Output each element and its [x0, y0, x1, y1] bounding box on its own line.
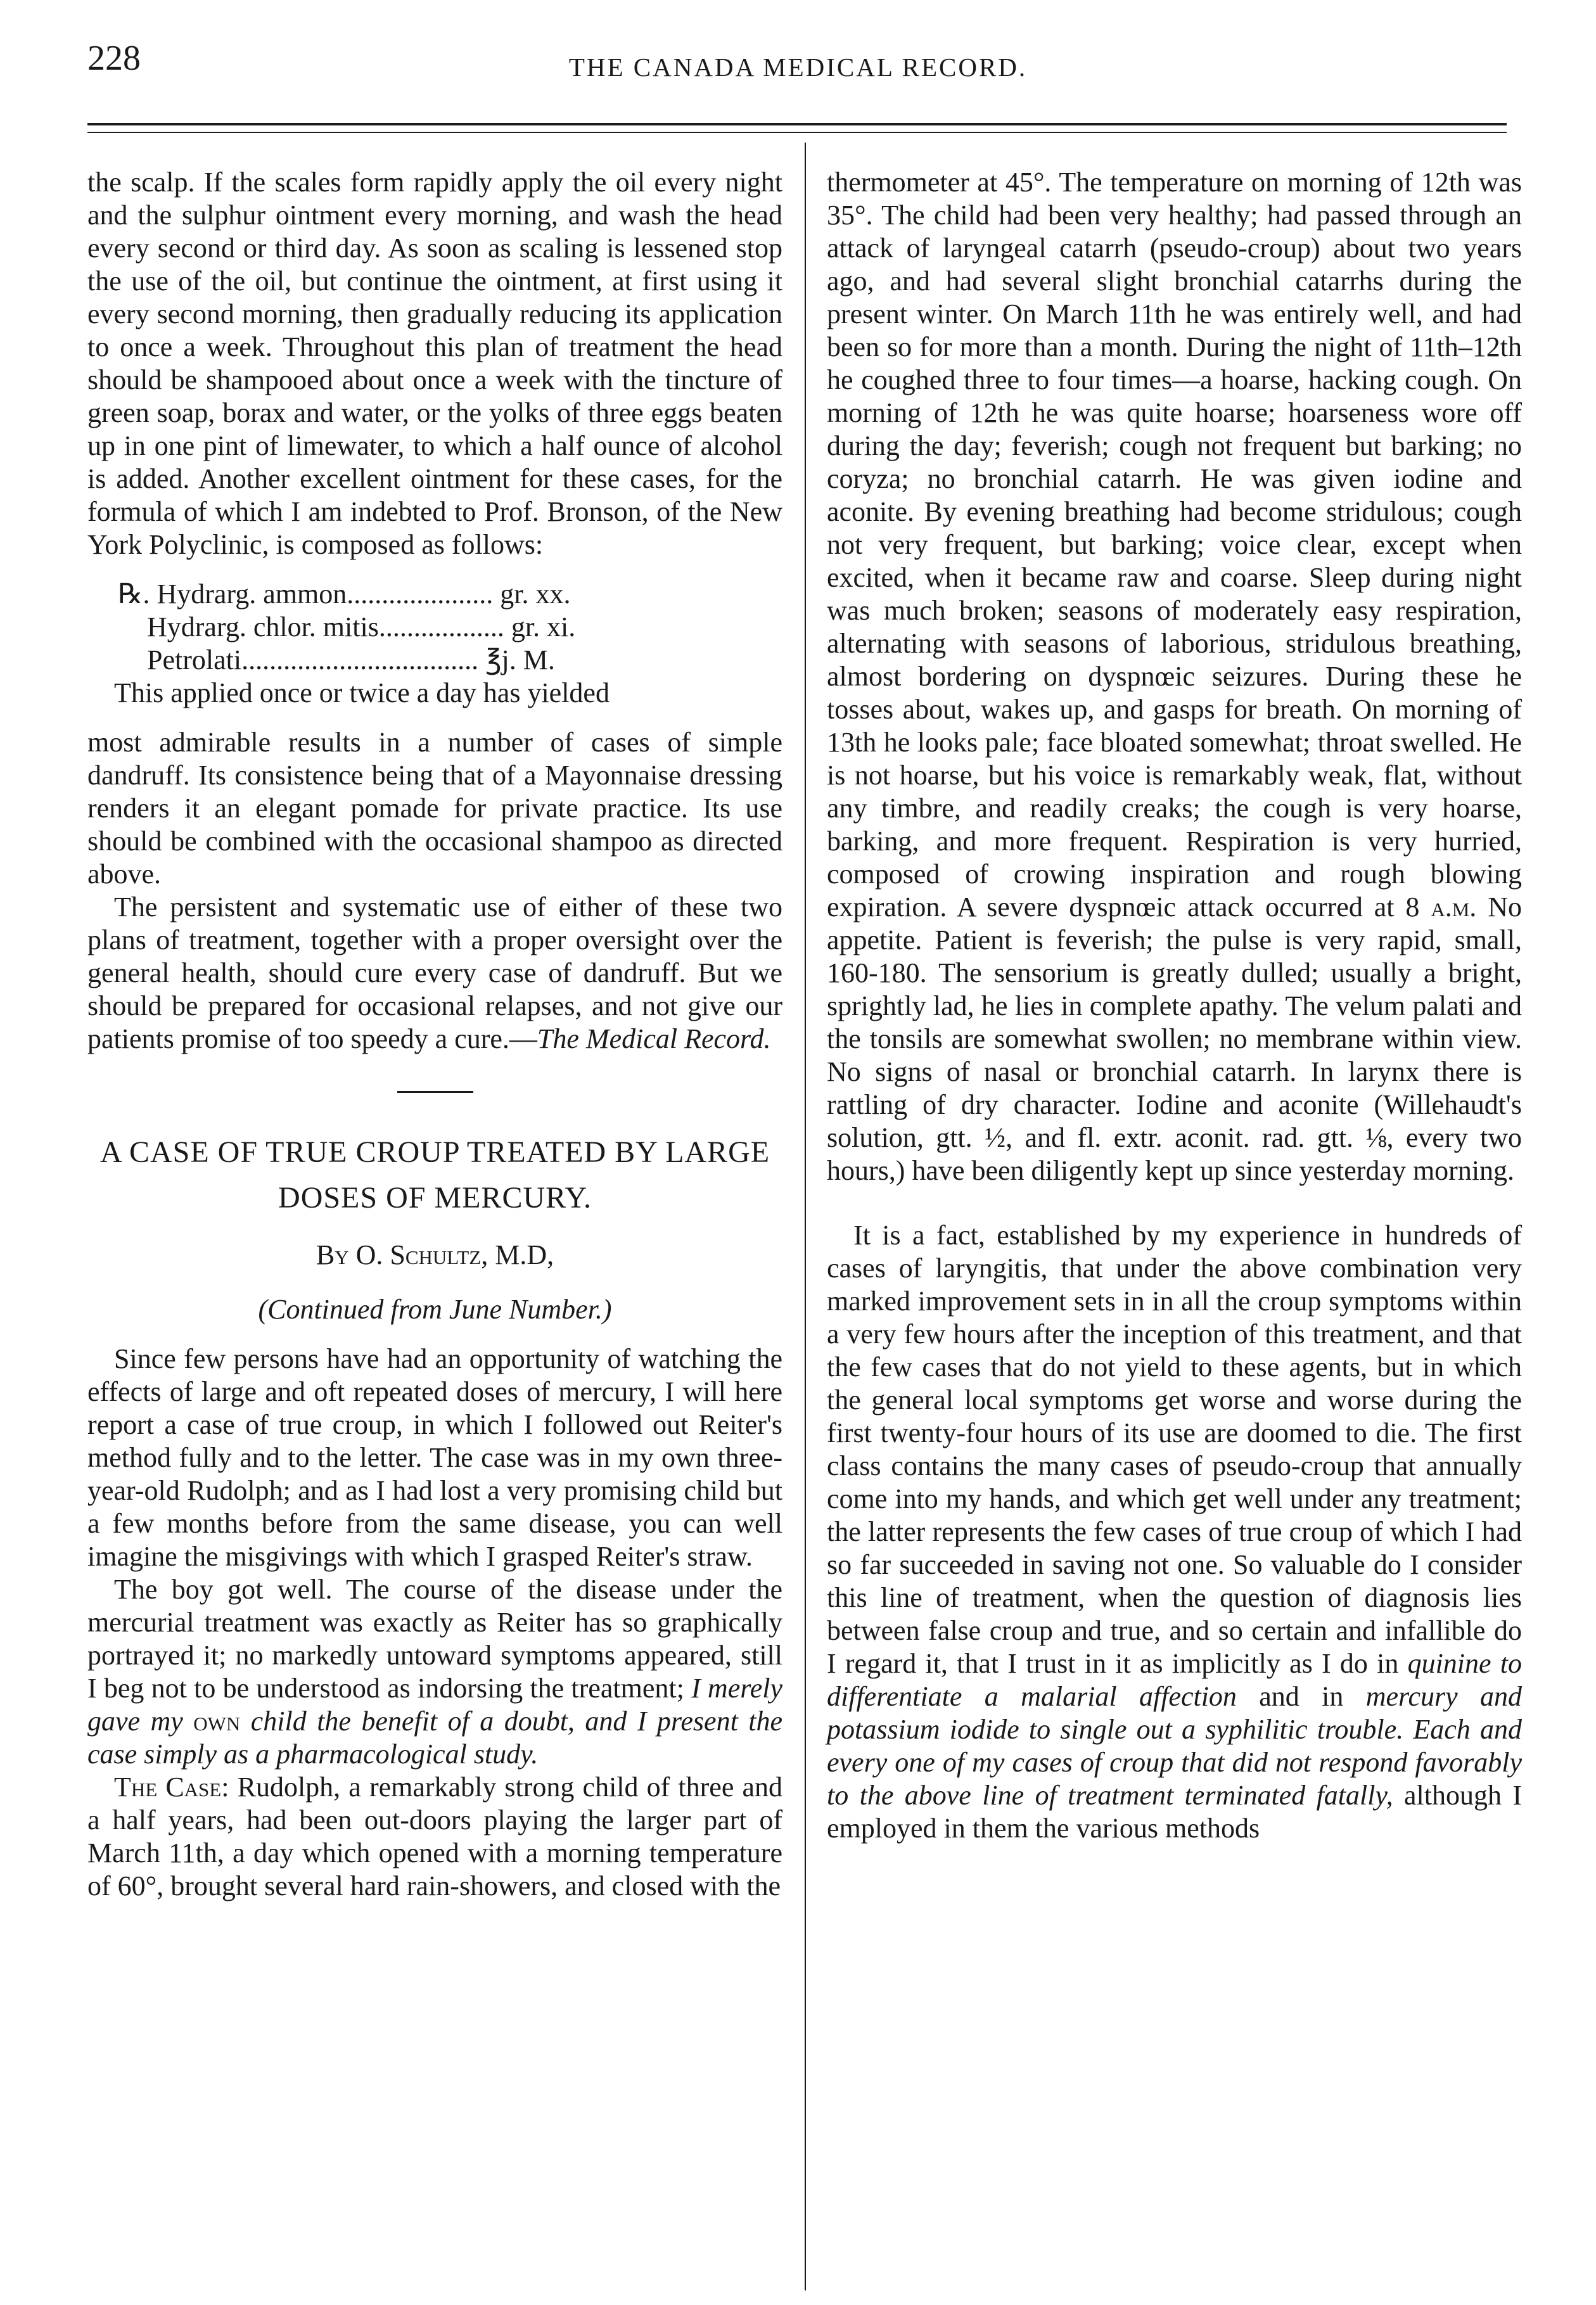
journal-title: THE CANADA MEDICAL RECORD.	[568, 53, 1028, 82]
paragraph-text: The boy got well. The course of the disease under the mercurial treatment was exactly as Reiter has so graphically portrayed it; no markedly untoward symptoms appeared, still I beg not to be understood as indorsing the treatment;	[87, 1574, 782, 1704]
italic-text: mercury and potassium iodide to single out a syphilitic trouble. Each and every one of my cases of croup that did not respond favorably to the above line of treatment terminated fatally,	[827, 1681, 1522, 1811]
article-title: A CASE OF TRUE CROUP TREATED BY LARGE DOSES OF MERCURY.	[99, 1135, 770, 1215]
header-rule-thick	[87, 123, 1507, 125]
paragraph: most admirable results in a number of cases of simple dandruff. Its consistence being that of a Mayonnaise dressing renders it an elegant pomade for private practice. Its use should be combined with the occasional shampoo as directed above.	[87, 727, 782, 890]
paragraph-text: and in	[1259, 1681, 1344, 1712]
paragraph: This applied once or twice a day has yielded	[114, 677, 610, 708]
paragraph	[87, 1573, 782, 1771]
byline: By O. Schultz, M.D,	[316, 1239, 554, 1270]
prescription-line: Petrolati.................................. ℥j. M.	[147, 644, 555, 675]
prescription-line: ℞. Hydrarg. ammon..................... gr. xx.	[118, 578, 571, 610]
prescription	[118, 578, 782, 677]
paragraph-text: No appetite. Patient is feverish; the pulse is very rapid, small, 160-180. The sensorium is greatly dulled; usually a bright, sprightly lad, he lies in complete apathy. The velum palati and the tonsils are somewhat swollen; no membrane within view. No signs of nasal or bronchial catarrh. In larynx there is rattling of dry character. Iodine and aconite (Willehaudt's solution, gtt. ½, and fl. extr. aconit. rad. gtt. ⅛, every two hours,) have been diligently kept up since yesterday morning.	[827, 891, 1522, 1186]
paragraph-text: thermometer at 45°. The temperature on morning of 12th was 35°. The child had been very healthy; had passed through an attack of laryngeal catarrh (pseudo-croup) about two years ago, and had several slight bronchial catarrhs during the present winter. On March 11th he was entirely well, and had been so for more than a month. During the night of 11th–12th he coughed three to four times—a hoarse, hacking cough. On morning of 12th he was quite hoarse; hoarseness wore off during the day; feverish; cough not frequent but barking; no coryza; no bronchial catarrh. He was given iodine and aconite. By evening breathing had become stridulous; cough not very frequent, but barking; voice clear, except when excited, when it became raw and coarse. Sleep during night was much broken; seasons of moderately easy respiration, alternating with seasons of laborious, stridulous breathing, almost bordering on dyspnœic seizures. During these he tosses about, wakes up, and gasps for breath. On morning of 13th he looks pale; face bloated somewhat; throat swelled. He is not hoarse, but his voice is remarkably weak, flat, without any timbre, and readily creaks; the cough is very hoarse, barking, and more frequent. Respiration is very hurried, composed of crowing inspiration and rough blowing expiration. A severe dyspnœic attack occurred at 8	[827, 167, 1522, 923]
italic-text: child the benefit of a doubt, and I present the case simply as a pharmacological study.	[87, 1706, 783, 1770]
source-citation: The Medical Record.	[537, 1023, 771, 1054]
case-label: The Case	[114, 1772, 222, 1803]
time-abbrev: a.m.	[1431, 891, 1477, 923]
column-divider	[805, 143, 806, 2290]
header-rule-thin	[87, 132, 1507, 133]
continued-note: (Continued from June Number.)	[258, 1294, 612, 1325]
paragraph-text: although I employed in them the various methods	[827, 1780, 1523, 1844]
prescription-line: Hydrarg. chlor. mitis.................. gr. xi.	[147, 611, 576, 642]
italic-text: quinine to differentiate a malarial affection	[827, 1648, 1522, 1712]
paragraph: the scalp. If the scales form rapidly apply the oil every night and the sulphur ointment every morning, and wash the head every second or third day. As soon as scaling is lessened stop the use of the oil, but continue the ointment, at first using it every second morning, then gradually reducing its application to once a week. Throughout this plan of treatment the head should be shampooed about once a week with the tincture of green soap, borax and water, or the yolks of three eggs beaten up in one pint of limewater, to which a half ounce of alcohol is added. Another excellent ointment for these cases, for the formula of which I am indebted to Prof. Bronson, of the New York Polyclinic, is composed as follows:	[87, 167, 782, 560]
paragraph: Since few persons have had an opportunity of watching the effects of large and oft repeated doses of mercury, I will here report a case of true croup, in which I followed out Reiter's method fully and to the letter. The case was in my own three-year-old Rudolph; and as I had lost a very promising child but a few months before from the same disease, you can well imagine the misgivings with which I grasped Reiter's straw.	[87, 1343, 782, 1572]
paragraph	[827, 1219, 1522, 1845]
paragraph-text: The persistent and systematic use of either of these two plans of treatment, together with a proper oversight over the general health, should cure every case of dandruff. But we should be prepared for occasional relapses, and not give our patients promise of too speedy a cure.—	[87, 891, 782, 1054]
paragraph	[87, 891, 782, 1056]
section-divider	[397, 1091, 473, 1093]
smallcaps-text: own	[193, 1706, 241, 1737]
paragraph	[827, 166, 1522, 1187]
paragraph	[87, 1771, 782, 1903]
left-column	[87, 166, 782, 1903]
paragraph-text: It is a fact, established by my experience in hundreds of cases of laryngitis, that under the above combination very marked improvement sets in in all the croup symptoms within a very few hours after the inception of this treatment, and that the few cases that do not yield to these agents, but in which the general local symptoms get worse and worse during the first twenty-four hours of its use are doomed to die. The first class contains the many cases of pseudo-croup that annually come into my hands, and which get well under any treatment; the latter represents the few cases of true croup of which I had so far succeeded in saving not one. So valuable do I consider this line of treatment, when the question of diagnosis lies between false croup and true, and so certain and infallible do I regard it, that I trust in it as implicitly as I do in	[827, 1220, 1522, 1679]
page-number: 228	[87, 39, 141, 78]
italic-text: I merely gave my	[87, 1673, 782, 1737]
paragraph-text: : Rudolph, a remarkably strong child of three and a half years, had been out-doors playing the larger part of March 11th, a day which opened with a morning temperature of 60°, brought several hard rain-showers, and closed with the	[87, 1772, 782, 1901]
right-column	[827, 166, 1522, 1845]
